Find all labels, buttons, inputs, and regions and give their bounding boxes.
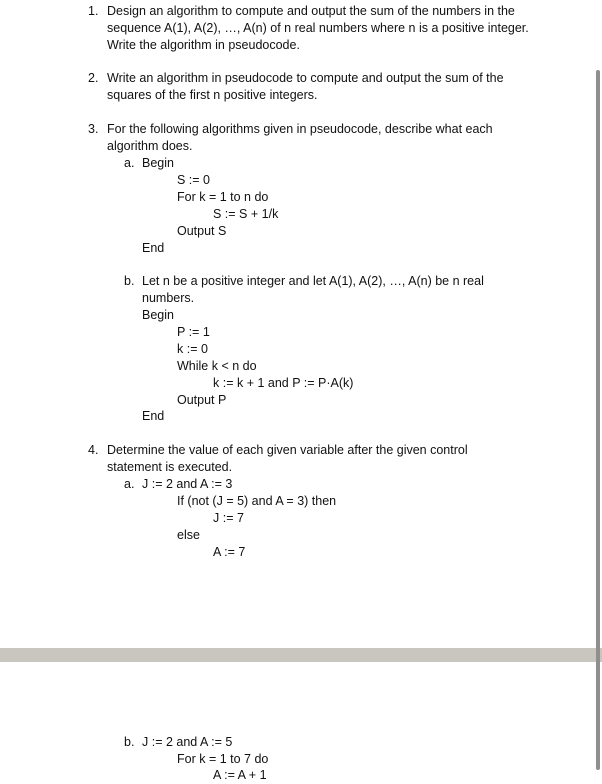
q3b-code-line: k := k + 1 and P := P·A(k): [213, 376, 354, 390]
q3b-code-line: k := 0: [177, 342, 208, 356]
q1-line-3: Write the algorithm in pseudocode.: [107, 38, 300, 52]
q3b-line-1: Let n be a positive integer and let A(1), A(2), …, A(n) be n real: [142, 274, 484, 288]
q3a-code-line: S := 0: [177, 173, 211, 187]
q3-number: 3.: [88, 122, 99, 136]
q3a-end: End: [142, 241, 165, 255]
q3a-code-line: For k = 1 to n do: [177, 190, 269, 204]
q3-line-1: For the following algorithms given in pseudocode, describe what each: [107, 122, 493, 136]
q2-number: 2.: [88, 71, 99, 85]
q3a-code-line: Output S: [177, 224, 227, 238]
q3b-line-2: numbers.: [142, 291, 195, 305]
q4a-code-line: J := 7: [213, 511, 244, 525]
q3b-code-line: While k < n do: [177, 359, 257, 373]
q4a-code-line: If (not (J = 5) and A = 3) then: [177, 494, 337, 508]
q3b-code-line: Output P: [177, 393, 227, 407]
q3b-label: b.: [124, 274, 135, 288]
q4b-init: J := 2 and A := 5: [142, 735, 233, 749]
q1-number: 1.: [88, 4, 99, 18]
q4a-label: a.: [124, 477, 135, 491]
q3b-code-line: P := 1: [177, 325, 210, 339]
page-break-separator: [0, 648, 602, 662]
q2-line-1: Write an algorithm in pseudocode to compute and output the sum of the: [107, 71, 504, 85]
q1-line-2: sequence A(1), A(2), …, A(n) of n real numbers where n is a positive integer.: [107, 21, 529, 35]
q3-line-2: algorithm does.: [107, 139, 193, 153]
q4-line-2: statement is executed.: [107, 460, 233, 474]
scrollbar-thumb[interactable]: [596, 70, 600, 770]
q4-line-1: Determine the value of each given variable after the given control: [107, 443, 468, 457]
q3b-end: End: [142, 409, 165, 423]
q3a-code-line: S := S + 1/k: [213, 207, 279, 221]
q4b-label: b.: [124, 735, 135, 749]
q4a-init: J := 2 and A := 3: [142, 477, 233, 491]
q3b-begin: Begin: [142, 308, 174, 322]
q4a-code-line: A := 7: [213, 545, 246, 559]
q4b-code-line: For k = 1 to 7 do: [177, 752, 269, 766]
q4-number: 4.: [88, 443, 99, 457]
q3a-label: a.: [124, 156, 135, 170]
q4b-code-line: A := A + 1: [213, 768, 267, 782]
q3a-begin: Begin: [142, 156, 174, 170]
q4a-code-line: else: [177, 528, 200, 542]
q1-line-1: Design an algorithm to compute and output the sum of the numbers in the: [107, 4, 515, 18]
q2-line-2: squares of the first n positive integers.: [107, 88, 318, 102]
